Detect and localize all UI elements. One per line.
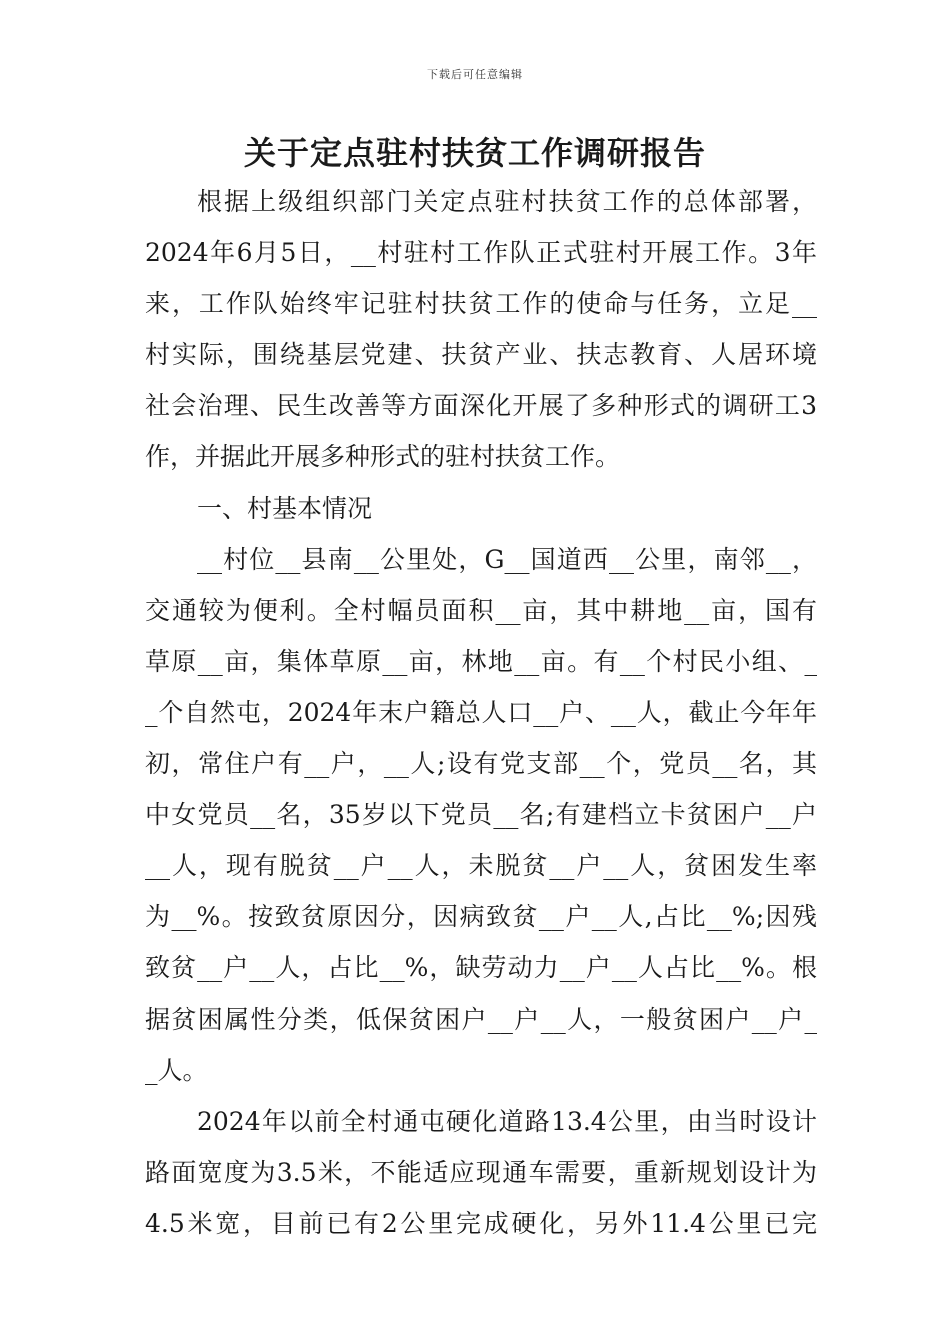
text-line: _个自然屯，2024年末户籍总人口__户、__人，截止今年年: [145, 697, 817, 727]
document-title: 关于定点驻村扶贫工作调研报告: [243, 134, 706, 172]
document-body: [145, 176, 817, 1249]
text-line: 据贫困属性分类，低保贫困户__户__人，一般贫困户__户_: [145, 1004, 817, 1034]
text-line: 来，工作队始终牢记驻村扶贫工作的使命与任务，立足__: [145, 289, 817, 319]
text-line: 草原__亩，集体草原__亩，林地__亩。有__个村民小组、_: [145, 646, 817, 676]
text-line: __人，现有脱贫__户__人，未脱贫__户__人，贫困发生率: [145, 851, 817, 881]
text-line: 中女党员__名，35岁以下党员__名;有建档立卡贫困户__户: [145, 800, 817, 830]
text-line: 致贫__户__人，占比__%，缺劳动力__户__人占比__%。根: [145, 953, 817, 983]
text-line: 路面宽度为3.5米，不能适应现通车需要，重新规划设计为: [145, 1157, 817, 1187]
text-line: 作，并据此开展多种形式的驻村扶贫工作。: [145, 442, 621, 472]
text-line: 村实际，围绕基层党建、扶贫产业、扶志教育、人居环境: [145, 340, 817, 370]
text-line: 根据上级组织部门关定点驻村扶贫工作的总体部署，: [197, 187, 817, 216]
header-note: 下载后可任意编辑: [427, 68, 523, 81]
text-line: 一、村基本情况: [197, 493, 373, 523]
text-line: 为__%。按致贫原因分，因病致贫__户__人,占比__%;因残: [145, 902, 817, 932]
text-line: __村位__县南__公里处，G__国道西__公里，南邻__，: [197, 544, 817, 574]
text-line: 交通较为便利。全村幅员面积__亩，其中耕地__亩，国有: [145, 595, 817, 625]
text-line: _人。: [145, 1055, 208, 1085]
text-line: 2024年6月5日，__村驻村工作队正式驻村开展工作。3年: [145, 238, 817, 268]
text-line: 初，常住户有__户，__人;设有党支部__个，党员__名，其: [145, 749, 817, 779]
text-line: 社会治理、民生改善等方面深化开展了多种形式的调研工3: [145, 391, 817, 421]
text-line: 4.5米宽，目前已有2公里完成硬化，另外11.4公里已完: [145, 1208, 817, 1238]
text-line: 2024年以前全村通屯硬化道路13.4公里，由当时设计: [197, 1106, 817, 1136]
